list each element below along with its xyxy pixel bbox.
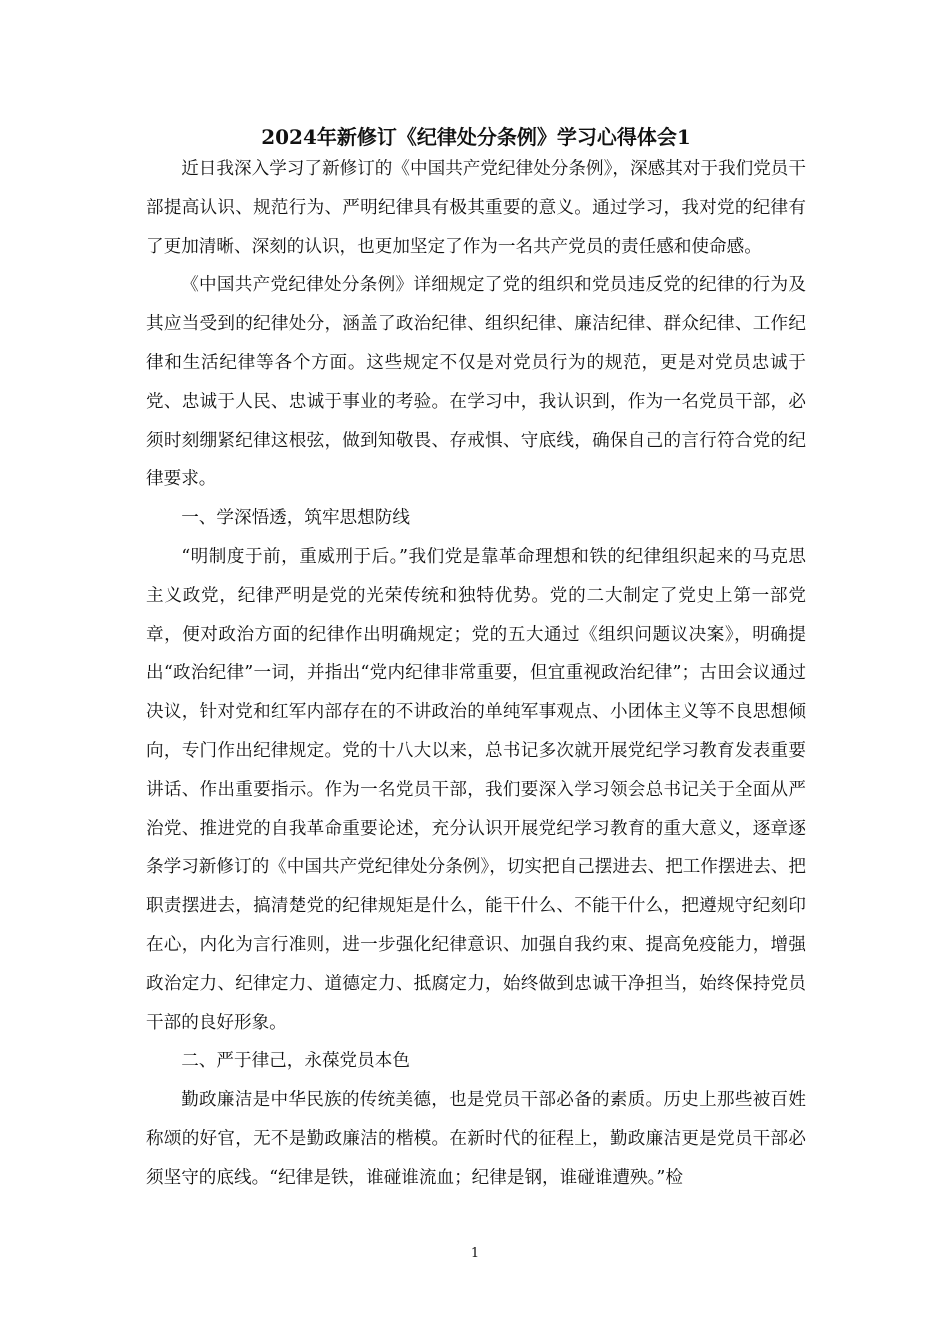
section-heading-2: 二、严于律己，永葆党员本色 (181, 1051, 410, 1072)
paragraph-section-1: “明制度于前，重威刑于后。”我们党是靠革命理想和铁的纪律组织起来的马克思主义政党，纪律严明是党的光荣传统和独特优势。党的二大制定了党史上第一部党章，便对政治方面的纪律作出明确规定；党的五大通过《组织问题议决案》，明确提出“政治纪律”一词，并指出“党内纪律非常重要，但宜重视政治纪律”；古田会议通过决议，针对党和红军内部存在的不讲政治的单纯军事观点、小团体主义等不良思想倾向，专门作出纪律规定。党的十八大以来，总书记多次就开展党纪学习教育发表重要讲话、作出重要指示。作为一名党员干部，我们要深入学习领会总书记关于全面从严治党、推进党的自我革命重要论述，充分认识开展党纪学习教育的重大意义，逐章逐条学习新修订的《中国共产党纪律处分条例》，切实把自己摆进去、把工作摆进去、把职责摆进去，搞清楚党的纪律规矩是什么，能干什么、不能干什么，把遵规守纪刻印在心，内化为言行准则，进一步强化纪律意识、加强自我约束、提高免疫能力，增强政治定力、纪律定力、道德定力、抵腐定力，始终做到忠诚干净担当，始终保持党员干部的良好形象。 (146, 546, 806, 1033)
paragraph-section-2: 勤政廉洁是中华民族的传统美德，也是党员干部必备的素质。历史上那些被百姓称颂的好官，无不是勤政廉洁的楷模。在新时代的征程上，勤政廉洁更是党员干部必须坚守的底线。“纪律是铁，谁碰谁流血；纪律是钢，谁碰谁遭殃。”检 (146, 1090, 806, 1188)
paragraph-regulation-overview: 《中国共产党纪律处分条例》详细规定了党的组织和党员违反党的纪律的行为及其应当受到的纪律处分，涵盖了政治纪律、组织纪律、廉洁纪律、群众纪律、工作纪律和生活纪律等各个方面。这些规定不仅是对党员行为的规范，更是对党员忠诚于党、忠诚于人民、忠诚于事业的考验。在学习中，我认识到，作为一名党员干部，必须时刻绷紧纪律这根弦，做到知敬畏、存戒惧、守底线，确保自己的言行符合党的纪律要求。 (146, 275, 806, 490)
section-heading-1: 一、学深悟透，筑牢思想防线 (181, 508, 410, 529)
page-number: 1 (470, 1246, 480, 1261)
paragraph-intro: 近日我深入学习了新修订的《中国共产党纪律处分条例》，深感其对于我们党员干部提高认识、规范行为、严明纪律具有极其重要的意义。通过学习，我对党的纪律有了更加清晰、深刻的认识，也更加坚定了作为一名共产党员的责任感和使命感。 (146, 159, 806, 257)
document-title: 2024年新修订《纪律处分条例》学习心得体会1 (261, 125, 691, 149)
document-body (146, 124, 806, 1198)
